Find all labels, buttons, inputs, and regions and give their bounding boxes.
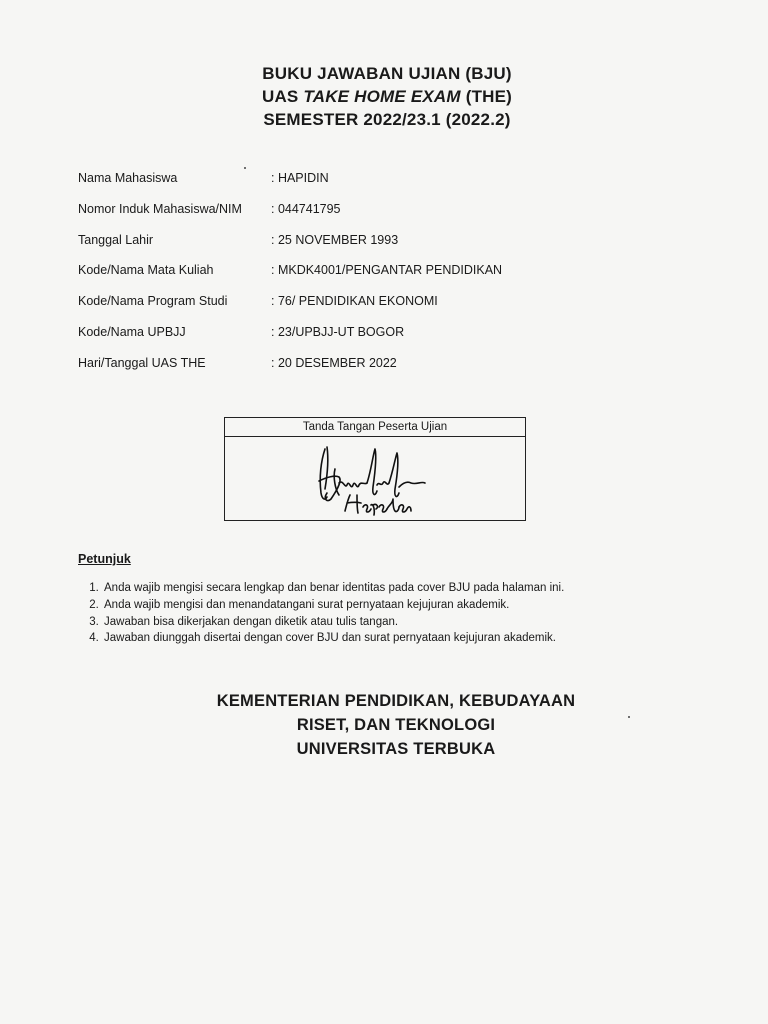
instructions-list xyxy=(78,580,698,647)
instruction-item: 3. Jawaban bisa dikerjakan dengan diketik atau tulis tangan. xyxy=(102,614,698,631)
identity-value: : 20 DESEMBER 2022 xyxy=(271,355,397,370)
paper-speck xyxy=(244,167,246,169)
identity-label: Kode/Nama UPBJJ xyxy=(78,324,186,339)
header-subtitle-suffix: (THE) xyxy=(460,87,513,106)
identity-label: Hari/Tanggal UAS THE xyxy=(78,355,206,370)
identity-row-course xyxy=(78,262,698,293)
header-subtitle-italic: TAKE HOME EXAM xyxy=(303,87,461,106)
identity-label: Kode/Nama Program Studi xyxy=(78,294,228,309)
instruction-item: 2. Anda wajib mengisi dan menandatangani surat pernyataan kejujuran akademik. xyxy=(102,597,698,614)
signature-box xyxy=(224,417,526,521)
identity-row-birthdate xyxy=(78,232,698,263)
identity-label: Nomor Induk Mahasiswa/NIM xyxy=(78,201,242,216)
instruction-item: 4. Jawaban diunggah disertai dengan cover BJU dan surat pernyataan kejujuran akademik. xyxy=(102,630,698,647)
header-subtitle-prefix: UAS xyxy=(261,87,304,106)
signature-box-title: Tanda Tangan Peserta Ujian xyxy=(225,418,525,437)
identity-label: Nama Mahasiswa xyxy=(78,171,178,185)
identity-value: : 76/ PENDIDIKAN EKONOMI xyxy=(271,294,438,309)
university-name: UNIVERSITAS TERBUKA xyxy=(296,740,496,758)
identity-row-program xyxy=(78,293,698,324)
identity-row-exam-date xyxy=(78,355,698,386)
institution-footer xyxy=(0,689,768,761)
identity-value: : 25 NOVEMBER 1993 xyxy=(271,232,399,247)
identity-row-nim xyxy=(78,201,698,232)
identity-value: : MKDK4001/PENGANTAR PENDIDIKAN xyxy=(271,263,503,278)
handwritten-signature xyxy=(313,441,443,519)
signature-area xyxy=(225,437,525,521)
instruction-item: 1. Anda wajib mengisi secara lengkap dan benar identitas pada cover BJU pada halaman ini. xyxy=(102,580,698,597)
header-title: BUKU JAWABAN UJIAN (BJU) xyxy=(262,64,512,83)
identity-value: : 23/UPBJJ-UT BOGOR xyxy=(271,324,405,339)
header-subtitle xyxy=(6,85,768,108)
identity-row-upbjj xyxy=(78,324,698,355)
identity-value: : HAPIDIN xyxy=(271,171,329,185)
identity-row-name xyxy=(78,170,698,201)
document-header xyxy=(0,62,768,131)
ministry-name-continued: RISET, DAN TEKNOLOGI xyxy=(296,716,496,734)
instructions-title: Petunjuk xyxy=(78,552,131,566)
student-identity-table xyxy=(78,170,698,386)
identity-label: Tanggal Lahir xyxy=(78,232,154,247)
instructions-section xyxy=(78,551,698,647)
header-semester: SEMESTER 2022/23.1 (2022.2) xyxy=(263,110,511,129)
identity-label: Kode/Nama Mata Kuliah xyxy=(78,263,214,278)
ministry-name: KEMENTERIAN PENDIDIKAN, KEBUDAYAAN xyxy=(216,692,576,710)
identity-value: : 044741795 xyxy=(271,201,341,216)
